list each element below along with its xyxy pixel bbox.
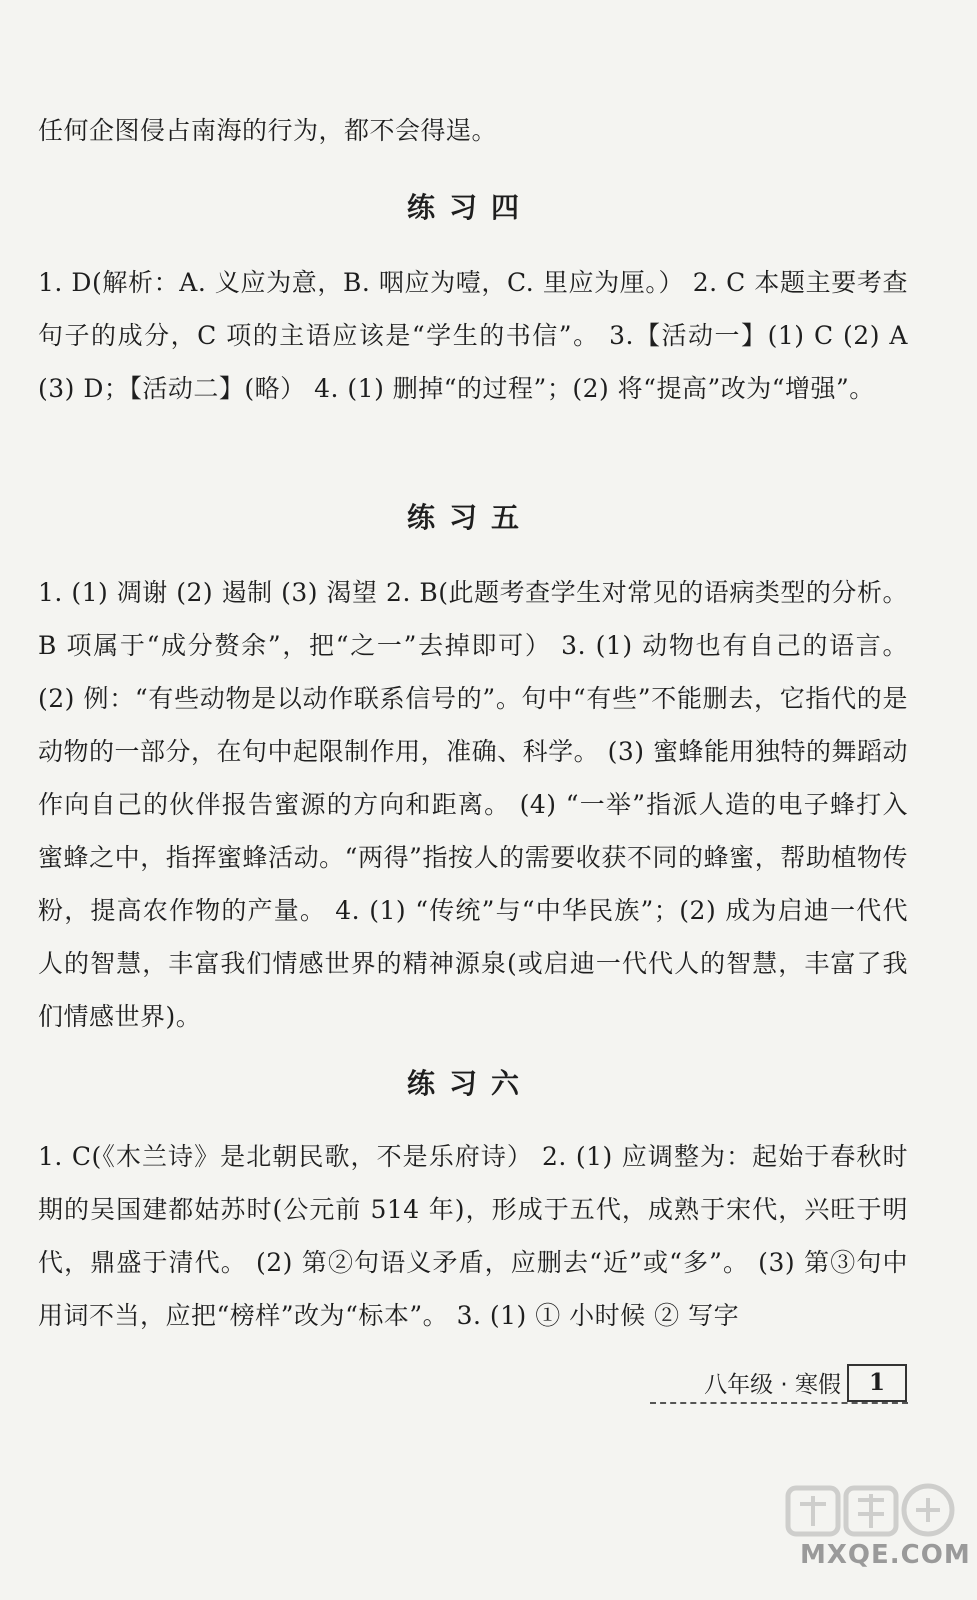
section-title-exercise-4: 练习四	[406, 191, 533, 224]
page-footer	[704, 1364, 907, 1402]
footer-grade-label: 八年级 · 寒假	[704, 1371, 841, 1398]
page-number: 1	[847, 1364, 907, 1402]
watermark-url: MXQE.COM	[800, 1540, 971, 1570]
section-text-exercise-4: 1. D(解析：A. 义应为意，B. 咽应为噎，C. 里应为厘。） 2. C 本题主要考查句子的成分，C 项的主语应该是“学生的书信”。 3.【活动一】(1) C (2) A (3) D；【活动二】(略） 4. (1) 删掉“的过程”；(2) 将“提高”改为“增强”。	[38, 268, 908, 403]
section-text-exercise-6: 1. C(《木兰诗》是北朝民歌，不是乐府诗） 2. (1) 应调整为：起始于春秋时期的吴国建都姑苏时(公元前 514 年)，形成于五代，成熟于宋代，兴旺于明代，鼎盛于清代。 (2) 第②句语义矛盾，应删去“近”或“多”。 (3) 第③句中用词不当，应把“榜样”改为“标本”。 3. (1) ① 小时候 ② 写字	[38, 1142, 908, 1330]
section-title-exercise-6: 练习六	[406, 1067, 533, 1100]
intro-paragraph: 任何企图侵占南海的行为，都不会得逞。	[38, 116, 498, 145]
footer-dashed-divider	[650, 1402, 908, 1404]
section-text-exercise-5: 1. (1) 凋谢 (2) 遏制 (3) 渴望 2. B(此题考查学生对常见的语病类型的分析。B 项属于“成分赘余”，把“之一”去掉即可） 3. (1) 动物也有自己的语言。 (2) 例：“有些动物是以动作联系信号的”。句中“有些”不能删去，它指代的是动物的一部分，在句中起限制作用，准确、科学。 (3) 蜜蜂能用独特的舞蹈动作向自己的伙伴报告蜜源的方向和距离。 (4) “一举”指派人造的电子蜂打入蜜蜂之中，指挥蜜蜂活动。“两得”指按人的需要收获不同的蜂蜜，帮助植物传粉，提高农作物的产量。 4. (1) “传统”与“中华民族”；(2) 成为启迪一代代人的智慧，丰富我们情感世界的精神源泉(或启迪一代代人的智慧，丰富了我们情感世界)。	[38, 578, 908, 1031]
section-title-exercise-5: 练习五	[406, 501, 533, 534]
